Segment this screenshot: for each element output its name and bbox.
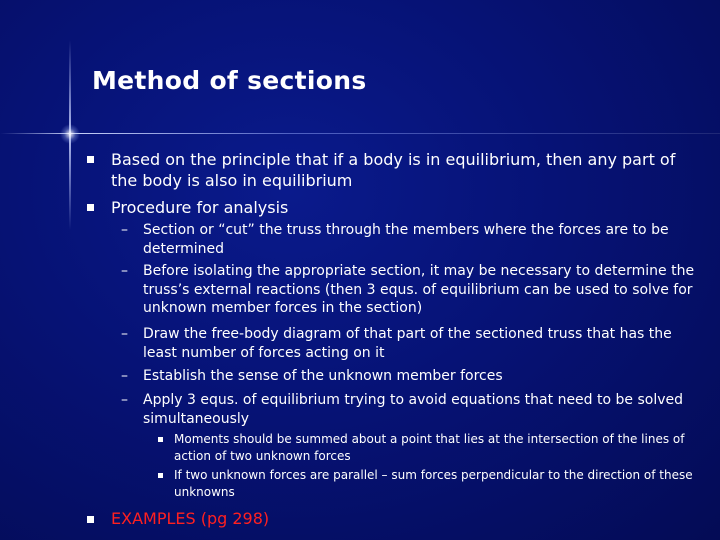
- sub-bullet-equilibrium-equations: Apply 3 equs. of equilibrium trying to avoid equations that need to be solved simultaneously: [143, 392, 683, 427]
- sub-bullet-free-body-diagram: Draw the free-body diagram of that part of the sectioned truss that has the least number of forces acting on it: [143, 326, 672, 361]
- dash-marker: –: [121, 263, 128, 279]
- bullet-square-small-icon: [158, 473, 163, 478]
- dash-marker: –: [121, 326, 128, 342]
- sub-bullet-external-reactions: Before isolating the appropriate section, it may be necessary to determine the truss’s external reactions (then 3 equs. of equilibrium can be used to solve for unknown member forces in the section): [143, 263, 695, 317]
- examples-link: EXAMPLES (pg 298): [111, 509, 270, 528]
- bullet-procedure: Procedure for analysis: [111, 198, 289, 217]
- dash-marker: –: [121, 222, 128, 238]
- bullet-square-icon: [87, 156, 94, 163]
- sub-sub-bullet-parallel-forces: If two unknown forces are parallel – sum forces perpendicular to the direction of these unknowns: [174, 468, 693, 499]
- bullet-square-small-icon: [158, 437, 163, 442]
- lens-flare-center: [60, 124, 80, 144]
- sub-bullet-sense-of-forces: Establish the sense of the unknown member forces: [143, 368, 503, 384]
- dash-marker: –: [121, 392, 128, 408]
- sub-bullet-section-cut: Section or “cut” the truss through the members where the forces are to be determined: [143, 222, 669, 257]
- bullet-square-icon: [87, 516, 94, 523]
- bullet-square-icon: [87, 204, 94, 211]
- bullet-principle: Based on the principle that if a body is in equilibrium, then any part of the body is also in equilibrium: [111, 150, 676, 190]
- dash-marker: –: [121, 368, 128, 384]
- lens-flare-horizontal: [0, 133, 720, 134]
- sub-sub-bullet-moments: Moments should be summed about a point that lies at the intersection of the lines of action of two unknown forces: [174, 432, 685, 463]
- slide-title: Method of sections: [92, 66, 367, 95]
